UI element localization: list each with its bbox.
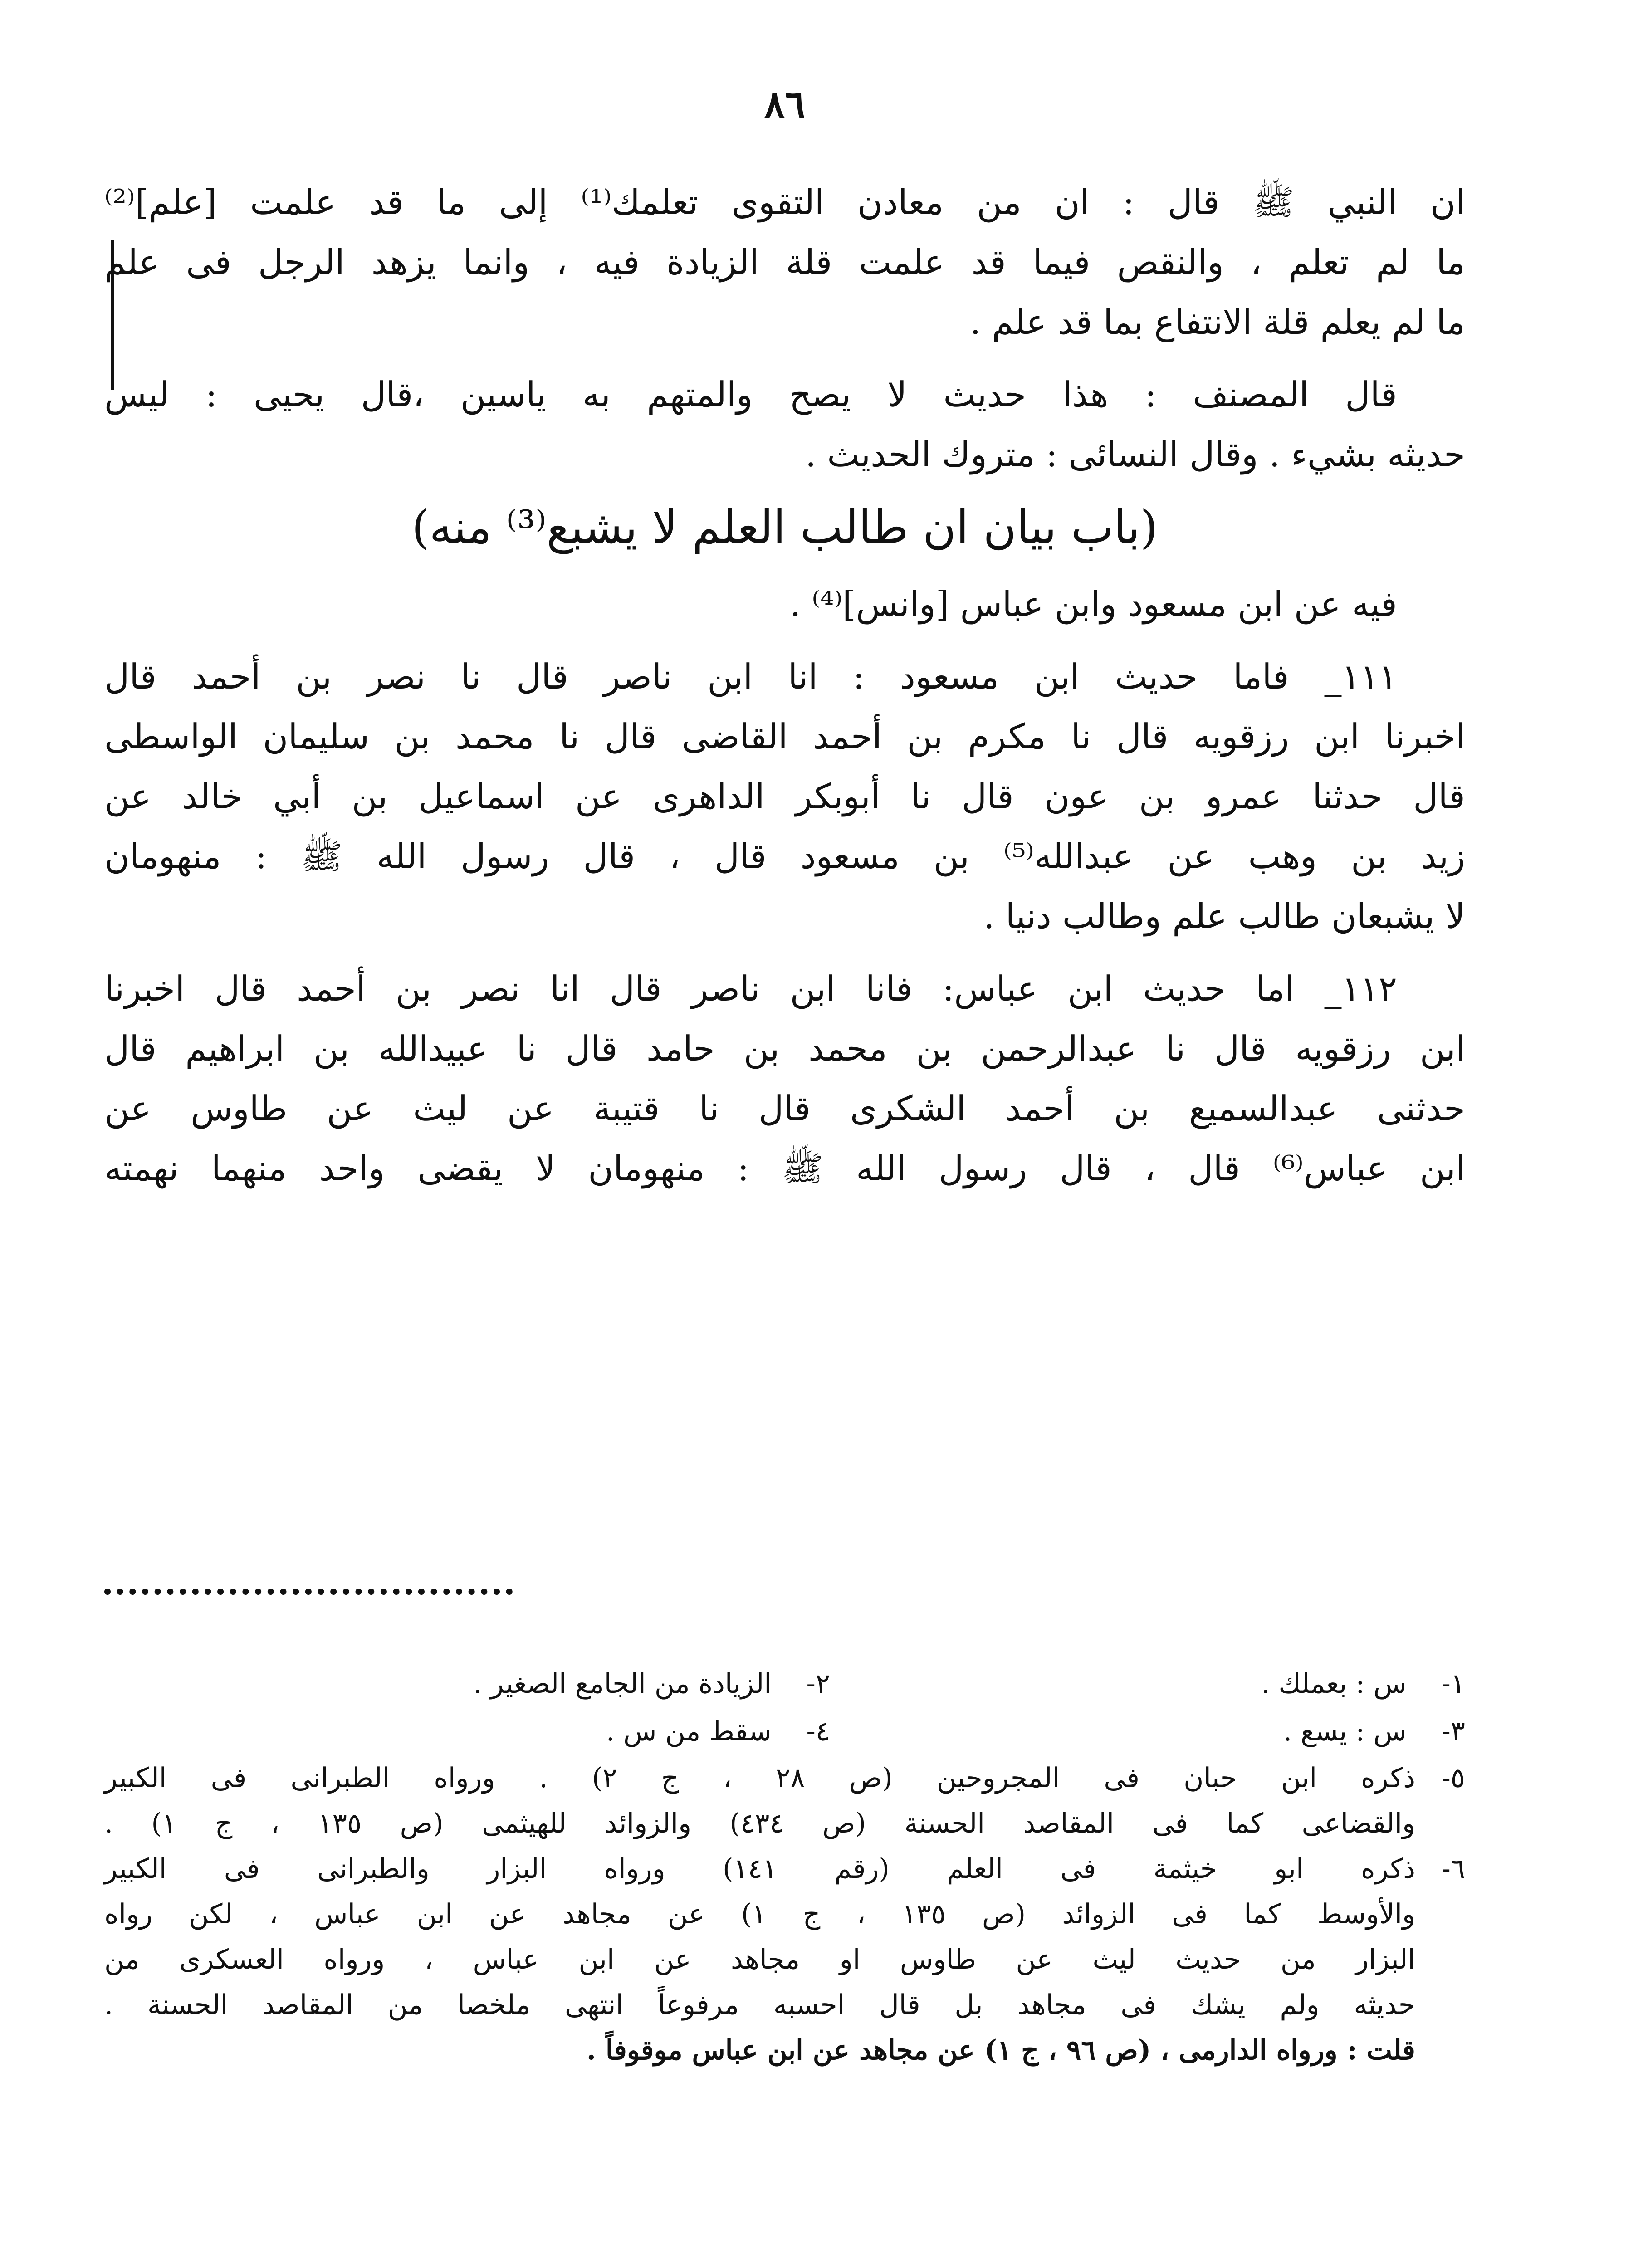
footnote-6-line-4: حديثه ولم يشك فى مجاهد بل قال احسبه مرفوعاً انتهى ملخصا من المقاصد الحسنة . xyxy=(104,1989,1415,2021)
footnote-4 xyxy=(195,1708,830,1755)
para2-line-1: قال المصنف : هذا حديث لا يصح والمتهم به ياسين ،قال يحيى : ليس xyxy=(104,374,1397,415)
page-number: ٨٦ xyxy=(764,82,806,127)
para2-line-2: حديثه بشيء . وقال النسائى : متروك الحديث . xyxy=(805,434,1465,474)
footnote-6-last-line: قلت : ورواه الدارمى ، (ص ٩٦ ، ج ١) عن مجاهد عن ابن عباس موقوفاً . xyxy=(587,2034,1415,2066)
footnote-number: ٦- xyxy=(1441,1853,1465,1885)
para4-line-4: زيد بن وهب عن عبدالله⁽⁵⁾ بن مسعود قال ، قال رسول الله ﷺ : منهومان xyxy=(104,836,1465,876)
footnotes xyxy=(104,1660,1465,2073)
para4-line-3: قال حدثنا عمرو بن عون قال نا أبوبكر الداهرى عن اسماعيل بن أبي خالد عن xyxy=(104,776,1465,816)
footnote-2 xyxy=(195,1660,830,1708)
footnote-number: ٣- xyxy=(1441,1716,1465,1747)
para4-line-2: اخبرنا ابن رزقويه قال نا مكرم بن أحمد القاضى قال نا محمد بن سليمان الواسطى xyxy=(104,716,1465,757)
book-page xyxy=(104,68,1465,2268)
footnote-6-line-3: البزار من حديث ليث عن طاوس او مجاهد عن ابن عباس ، ورواه العسكرى من xyxy=(104,1944,1415,1975)
footnote-body xyxy=(104,1755,1415,1846)
footnote-5 xyxy=(104,1755,1465,1846)
footnote-6-line-2: والأوسط كما فى الزوائد (ص ١٣٥ ، ج ١) عن مجاهد عن ابن عباس ، لكن رواه xyxy=(104,1898,1415,1930)
main-text xyxy=(104,172,1465,1198)
footnote-6 xyxy=(104,1846,1465,2073)
para4-line-1: ١١١_ فاما حديث ابن مسعود : انا ابن ناصر قال نا نصر بن أحمد قال xyxy=(104,656,1397,697)
para1-line-2: ما لم تعلم ، والنقص فيما قد علمت قلة الزيادة فيه ، وانما يزهد الرجل فى علم xyxy=(104,242,1465,282)
footnote-number: ٥- xyxy=(1441,1762,1465,1794)
dotted-separator xyxy=(104,1582,513,1595)
para4-line-5: لا يشبعان طالب علم وطالب دنيا . xyxy=(983,896,1465,936)
footnote-text: سقط من س . xyxy=(606,1716,772,1747)
footnote-number: ٢- xyxy=(806,1668,830,1700)
footnote-row-2 xyxy=(104,1708,1465,1755)
chapter-heading: (باب بيان ان طالب العلم لا يشبع⁽³⁾ منه) xyxy=(411,501,1158,554)
footnote-5-line-2: والقضاعى كما فى المقاصد الحسنة (ص ٤٣٤) والزوائد للهيثمى (ص ١٣٥ ، ج ١) . xyxy=(104,1808,1416,1839)
footnote-number: ٤- xyxy=(806,1716,830,1747)
footnote-text: س : يسع . xyxy=(1283,1716,1407,1747)
para5-line-2: ابن رزقويه قال نا عبدالرحمن بن محمد بن حامد قال نا عبيدالله بن ابراهيم قال xyxy=(104,1028,1465,1069)
footnote-body xyxy=(104,1846,1415,2073)
para1-line-1: ان النبي ﷺ قال : ان من معادن التقوى تعلمك⁽¹⁾ إلى ما قد علمت [علم]⁽²⁾ xyxy=(104,182,1465,222)
footnote-3 xyxy=(830,1708,1465,1755)
footnote-1 xyxy=(830,1660,1465,1708)
footnote-row-1 xyxy=(104,1660,1465,1708)
footnote-text: الزيادة من الجامع الصغير . xyxy=(473,1668,772,1700)
para5-line-3: حدثنى عبدالسميع بن أحمد الشكرى قال نا قتيبة عن ليث عن طاوس عن xyxy=(104,1088,1465,1129)
para1-line-3: ما لم يعلم قلة الانتفاع بما قد علم . xyxy=(970,302,1465,342)
para3-line: فيه عن ابن مسعود وابن عباس [وانس]⁽⁴⁾ . xyxy=(790,584,1397,624)
footnote-number: ١- xyxy=(1441,1668,1465,1700)
para5-line-4: ابن عباس⁽⁶⁾ قال ، قال رسول الله ﷺ : منهومان لا يقضى واحد منهما نهمته xyxy=(104,1148,1466,1188)
para5-line-1: ١١٢_ اما حديث ابن عباس: فانا ابن ناصر قال انا نصر بن أحمد قال اخبرنا xyxy=(104,968,1397,1009)
footnote-text: س : بعملك . xyxy=(1261,1668,1407,1700)
footnote-6-line-1: ذكره ابو خيثمة فى العلم (رقم ١٤١) ورواه البزار والطبرانى فى الكبير xyxy=(104,1853,1415,1885)
footnote-5-line-1: ذكره ابن حبان فى المجروحين (ص ٢٨ ، ج ٢) . ورواه الطبرانى فى الكبير xyxy=(104,1762,1416,1794)
